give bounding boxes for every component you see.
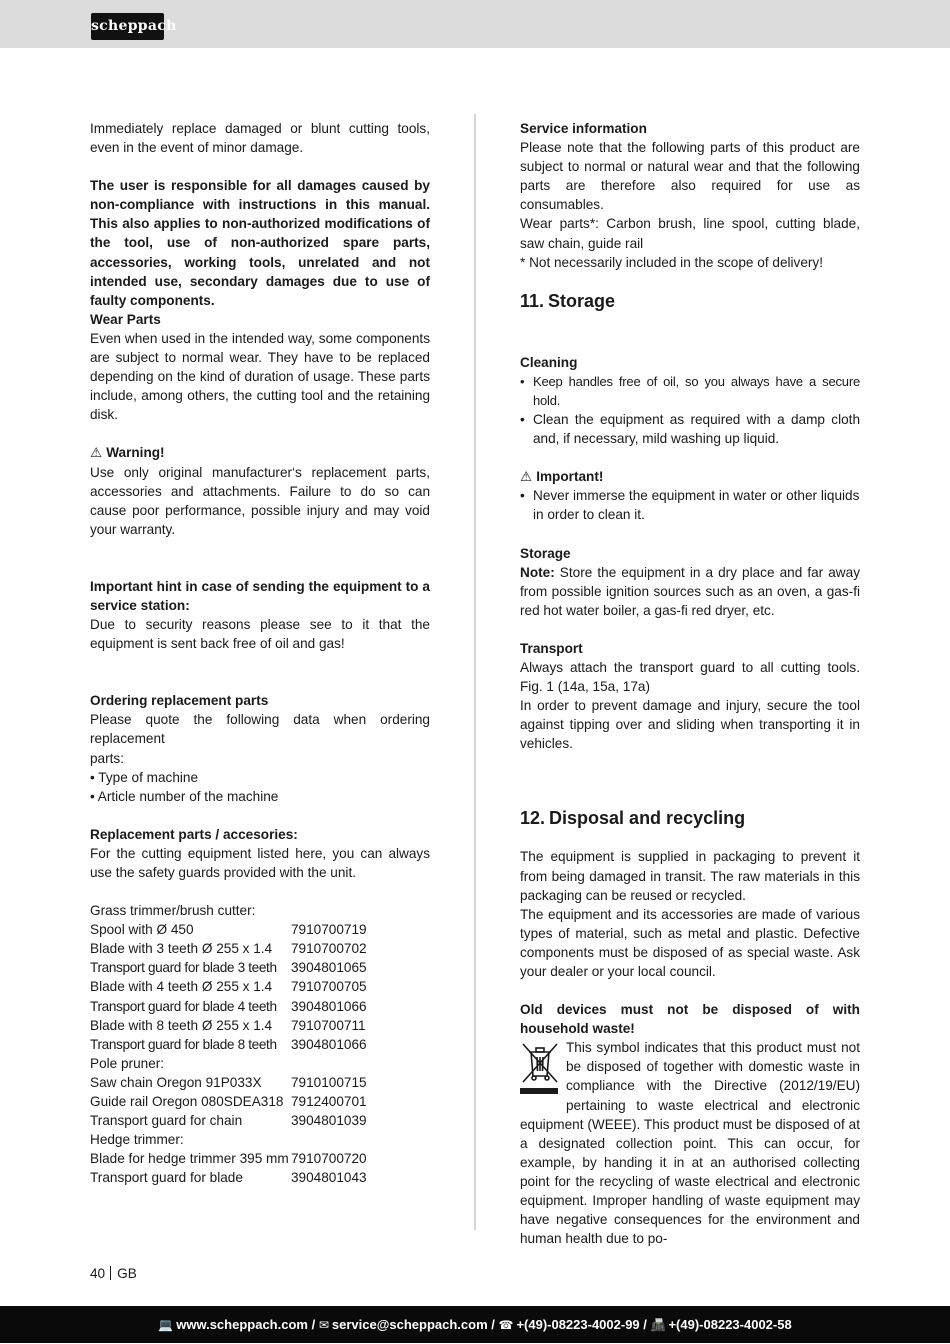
separator: /: [487, 1317, 499, 1332]
ordering-text: Please quote the following data when ordering replacement: [90, 712, 430, 747]
wear-parts-list: Wear parts*: Carbon brush, line spool, cutting blade, saw chain, guide rail: [520, 216, 860, 251]
part-number: 3904801066: [291, 1036, 367, 1052]
part-number: 7910700720: [291, 1151, 367, 1167]
disposal-text-1: The equipment is supplied in packaging to prevent it from being damaged in transit. The raw materials in this packaging can be reused or recycled.: [520, 849, 860, 903]
weee-text: This symbol indicates that this product must not be disposed of together with domestic waste in compliance with the Directive (2012/19/EU) pertaining to waste electrical and electronic equipment (WEEE). This product must be disposed of at a designated collection point. This can occur, for example, by handing it in at an authorised collecting point for the recycling of waste electrical and electronic equipment. Improper handling of waste equipment may have negative consequences for the environment and human health due to po-: [520, 1040, 860, 1247]
part-number: 7910700719: [291, 922, 367, 938]
part-number: 7910700705: [291, 979, 367, 995]
part-number: 7910100715: [291, 1074, 367, 1090]
separator: /: [639, 1317, 651, 1332]
part-name: Transport guard for blade 4 teeth: [90, 998, 277, 1014]
part-name: Transport guard for chain: [90, 1113, 243, 1129]
separator: /: [307, 1317, 319, 1332]
part-number: 7912400701: [291, 1094, 367, 1110]
cleaning-heading: Cleaning: [520, 354, 578, 370]
part-name: Transport guard for blade: [90, 1170, 243, 1186]
part-name: Transport guard for blade 8 teeth: [90, 1036, 277, 1052]
ordering-parts-label: parts:: [90, 750, 124, 766]
part-name: Guide rail Oregon 080SDEA318: [90, 1094, 284, 1110]
service-hint-text: Due to security reasons please see to it that the equipment is sent back free of oil and gas!: [90, 617, 430, 652]
warning-heading-line: [90, 443, 430, 462]
part-number: 7910700711: [291, 1017, 366, 1033]
wear-parts-heading: Wear Parts: [90, 311, 161, 327]
top-header-bar: [0, 0, 950, 48]
table-row: [90, 1149, 430, 1168]
table-row: [90, 901, 430, 920]
page-number: 40: [90, 1266, 106, 1281]
footer-bar: [0, 1306, 950, 1343]
transport-text-2: In order to prevent damage and injury, secure the tool against tipping over and sliding when transporting it in vehicles.: [520, 698, 860, 752]
part-name: Spool with Ø 450: [90, 922, 194, 938]
table-row: [90, 920, 430, 939]
liability-notice: The user is responsible for all damages caused by non-compliance with instructions in this manual. This also applies to non-authorized modifications of the tool, use of non-authorized spare parts, accessories, working tools, unrelated and not intended use, secondary damages due to use of faulty components.: [90, 178, 430, 308]
transport-text-1: Always attach the transport guard to all cutting tools. Fig. 1 (14a, 15a, 17a): [520, 659, 860, 695]
part-name: Grass trimmer/brush cutter:: [90, 903, 256, 919]
warning-triangle-icon: ⚠: [520, 469, 533, 485]
storage-heading: Storage: [520, 545, 571, 561]
warning-triangle-icon: ⚠: [90, 445, 103, 461]
part-name: Blade with 8 teeth Ø 255 x 1.4: [90, 1017, 273, 1033]
list-item: • Never immerse the equipment in water or other liquids in order to clean it.: [520, 486, 860, 524]
fax-icon: 📠: [650, 1318, 666, 1332]
section-11-heading: [520, 289, 860, 313]
phone-icon: ☎: [498, 1318, 514, 1332]
scheppach-logo: scheppach: [91, 13, 164, 40]
ordering-item-type: • Type of machine: [90, 769, 199, 785]
replacement-parts-text: For the cutting equipment listed here, you can always use the safety guards provided with the unit.: [90, 845, 430, 880]
section-title: Storage: [548, 290, 616, 311]
right-column: [520, 119, 860, 1248]
note-text: Store the equipment in a dry place and far away from possible ignition sources such as an oven, a gas-fi red hot water boiler, a gas-fi red dryer, etc.: [520, 564, 860, 618]
website-link[interactable]: www.scheppach.com: [176, 1317, 308, 1332]
table-row: [90, 1016, 430, 1035]
transport-heading: Transport: [520, 640, 583, 656]
not-included-note: * Not necessarily included in the scope of delivery!: [520, 254, 823, 270]
table-row: [90, 1035, 430, 1054]
part-name: Blade with 3 teeth Ø 255 x 1.4: [90, 941, 273, 957]
table-row: [90, 1054, 430, 1073]
warning-heading: Warning!: [106, 445, 165, 461]
page-separator: [110, 1266, 111, 1280]
computer-icon: 💻: [158, 1318, 174, 1332]
service-info-text: Please note that the following parts of this product are subject to normal or natural wear and that the following parts are therefore also required for use as consumables.: [520, 140, 860, 213]
replacement-parts-heading: Replacement parts / accesories:: [90, 826, 298, 842]
warning-text: Use only original manufacturer‘s replacement parts, accessories and attachments. Failure to do so can cause poor performance, possible injury and may void your warranty.: [90, 464, 430, 537]
part-name: Hedge trimmer:: [90, 1132, 184, 1148]
phone-number: +(49)-08223-4002-99: [516, 1317, 640, 1332]
wear-parts-text: Even when used in the intended way, some components are subject to normal wear. They have to be replaced depending on the kind of duration of usage. These parts include, among others, the cutting tool and the retaining disk.: [90, 330, 430, 423]
section-number: 11.: [520, 290, 545, 311]
table-row: [90, 977, 430, 996]
part-number: 7910700702: [291, 941, 367, 957]
table-row: [90, 1111, 430, 1130]
part-name: Transport guard for blade 3 teeth: [90, 960, 277, 976]
important-heading: Important!: [536, 469, 604, 485]
cleaning-list: [520, 372, 860, 448]
part-number: 3904801066: [291, 998, 367, 1014]
crossed-out-bin-icon: [520, 1040, 560, 1096]
old-devices-heading: Old devices must not be disposed of with household waste!: [520, 1002, 860, 1037]
list-item: • Keep handles free of oil, so you always have a secure hold.: [520, 372, 860, 410]
section-title: Disposal and recycling: [549, 808, 746, 829]
service-info-heading: Service information: [520, 121, 647, 136]
part-number: 3904801065: [291, 960, 367, 976]
parts-list: [90, 901, 430, 1187]
table-row: [90, 1168, 430, 1187]
table-row: [90, 997, 430, 1016]
important-heading-line: [520, 467, 860, 486]
part-number: 3904801043: [291, 1170, 367, 1186]
part-number: 3904801039: [291, 1113, 367, 1129]
weee-block: [520, 1038, 860, 1248]
note-label: Note:: [520, 564, 555, 580]
table-row: [90, 958, 430, 977]
part-name: Blade for hedge trimmer 395 mm: [90, 1151, 289, 1167]
table-row: [90, 939, 430, 958]
list-item: • Clean the equipment as required with a damp cloth and, if necessary, mild washing up liquid.: [520, 410, 860, 448]
table-row: [90, 1092, 430, 1111]
left-column: [90, 119, 430, 1188]
language-code: GB: [117, 1266, 137, 1281]
part-name: Blade with 4 teeth Ø 255 x 1.4: [90, 979, 273, 995]
section-12-heading: [520, 806, 860, 830]
ordering-heading: Ordering replacement parts: [90, 693, 269, 709]
storage-note: [520, 563, 860, 620]
table-row: [90, 1130, 430, 1149]
page-number-line: [90, 1264, 137, 1283]
fax-number: +(49)-08223-4002-58: [668, 1317, 792, 1332]
email-link[interactable]: service@scheppach.com: [331, 1317, 488, 1332]
ordering-item-article: • Article number of the machine: [90, 788, 279, 804]
column-divider: [474, 114, 476, 1230]
table-row: [90, 1073, 430, 1092]
important-list: [520, 486, 860, 524]
section-number: 12.: [520, 808, 546, 829]
part-name: Saw chain Oregon 91P033X: [90, 1074, 262, 1090]
disposal-text-2: The equipment and its accessories are made of various types of material, such as metal and plastic. Defective components must be disposed of as special waste. Ask your dealer or your local council.: [520, 906, 860, 979]
service-hint-heading: Important hint in case of sending the equipment to a service station:: [90, 578, 430, 613]
replace-tools-text: Immediately replace damaged or blunt cutting tools, even in the event of minor damage.: [90, 121, 430, 156]
part-name: Pole pruner:: [90, 1055, 165, 1071]
mail-icon: ✉: [318, 1318, 329, 1332]
